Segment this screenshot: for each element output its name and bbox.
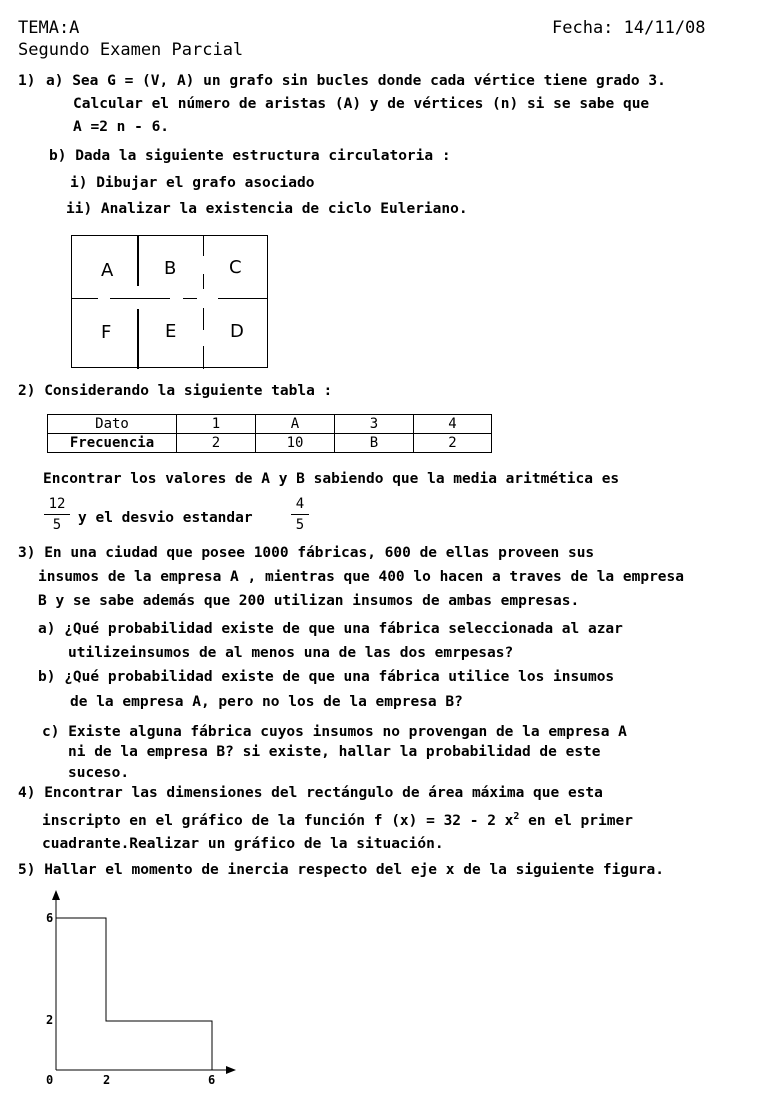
x-tick-label: 2 [103, 1073, 111, 1087]
table-header-cell: 1 [177, 415, 256, 434]
q3b-line2: de la empresa A, pero no los de la empresa B? [70, 694, 463, 710]
table-cell: Frecuencia [48, 434, 177, 453]
l-shape-outline [56, 918, 212, 1070]
mean-denominator: 5 [52, 517, 62, 533]
q3c-line1: c) Existe alguna fábrica cuyos insumos no provengan de la empresa A [42, 724, 627, 740]
q1a-line1: a) Sea G = (V, A) un grafo sin bucles donde cada vértice tiene grado 3. [46, 73, 666, 89]
q4-line2-main: inscripto en el gráfico de la función f (x) = 32 - 2 x [42, 812, 514, 829]
room-a-label: A [101, 260, 114, 281]
q2-sd-text: y el desvio estandar [78, 510, 253, 526]
sd-denominator: 5 [295, 517, 305, 533]
y-axis-arrow [52, 890, 60, 900]
q1a-line3: A =2 n - 6. [73, 119, 170, 135]
room-c-label: C [229, 257, 242, 278]
x-axis-arrow [226, 1066, 236, 1074]
q5-line1: 5) Hallar el momento de inercia respecto del eje x de la siguiente figura. [18, 862, 665, 878]
q3-line3: B y se sabe además que 200 utilizan insumos de ambas empresas. [38, 593, 580, 609]
room-d-label: D [230, 321, 244, 342]
q3-line1: 3) En una ciudad que posee 1000 fábricas, 600 de ellas proveen sus [18, 545, 595, 561]
q4-exponent: 2 [513, 811, 520, 822]
table-cell: 2 [414, 434, 492, 453]
q3a-line2: utilizeinsumos de al menos una de las dos emrpesas? [68, 645, 514, 661]
table-header-cell: Dato [48, 415, 177, 434]
q1b-item-i: i) Dibujar el grafo asociado [70, 175, 315, 191]
table-header-cell: 3 [335, 415, 414, 434]
q1a-line2: Calcular el número de aristas (A) y de vértices (n) si se sabe que [73, 96, 650, 112]
room-e-label: E [165, 321, 177, 342]
q4-line1: 4) Encontrar las dimensiones del rectángulo de área máxima que esta [18, 785, 603, 801]
sd-numerator: 4 [295, 496, 305, 512]
q3-line2: insumos de la empresa A , mientras que 400 lo hacen a traves de la empresa [38, 569, 685, 585]
x-tick-label: 0 [46, 1073, 54, 1087]
room-b-label: B [164, 258, 177, 279]
q3c-line2: ni de la empresa B? si existe, hallar la probabilidad de este [68, 744, 601, 760]
y-tick-label: 6 [46, 911, 54, 925]
exam-title: Segundo Examen Parcial [18, 40, 244, 60]
exam-tema: TEMA:A [18, 18, 80, 38]
q3a-line1: a) ¿Qué probabilidad existe de que una fábrica seleccionada al azar [38, 621, 623, 637]
exam-date: Fecha: 14/11/08 [552, 18, 706, 38]
table-header-cell: A [256, 415, 335, 434]
q3b-line1: b) ¿Qué probabilidad existe de que una fábrica utilice los insumos [38, 669, 615, 685]
room-f-label: F [101, 322, 112, 343]
table-header-cell: 4 [414, 415, 492, 434]
y-tick-label: 2 [46, 1013, 54, 1027]
q2-line2: Encontrar los valores de A y B sabiendo que la media aritmética es [43, 471, 620, 487]
table-cell: B [335, 434, 414, 453]
table-cell: 10 [256, 434, 335, 453]
x-tick-label: 6 [208, 1073, 216, 1087]
q3c-line3: suceso. [68, 765, 130, 781]
mean-numerator: 12 [48, 496, 66, 512]
q1b-line1: b) Dada la siguiente estructura circulatoria : [49, 148, 451, 164]
q4-line2-end: en el primer [519, 812, 633, 829]
q1-number: 1) [18, 73, 36, 89]
q2-line1: 2) Considerando la siguiente tabla : [18, 383, 333, 399]
table-cell: 2 [177, 434, 256, 453]
q4-line3: cuadrante.Realizar un gráfico de la situación. [42, 836, 444, 852]
q1b-item-ii: ii) Analizar la existencia de ciclo Euleriano. [66, 201, 468, 217]
